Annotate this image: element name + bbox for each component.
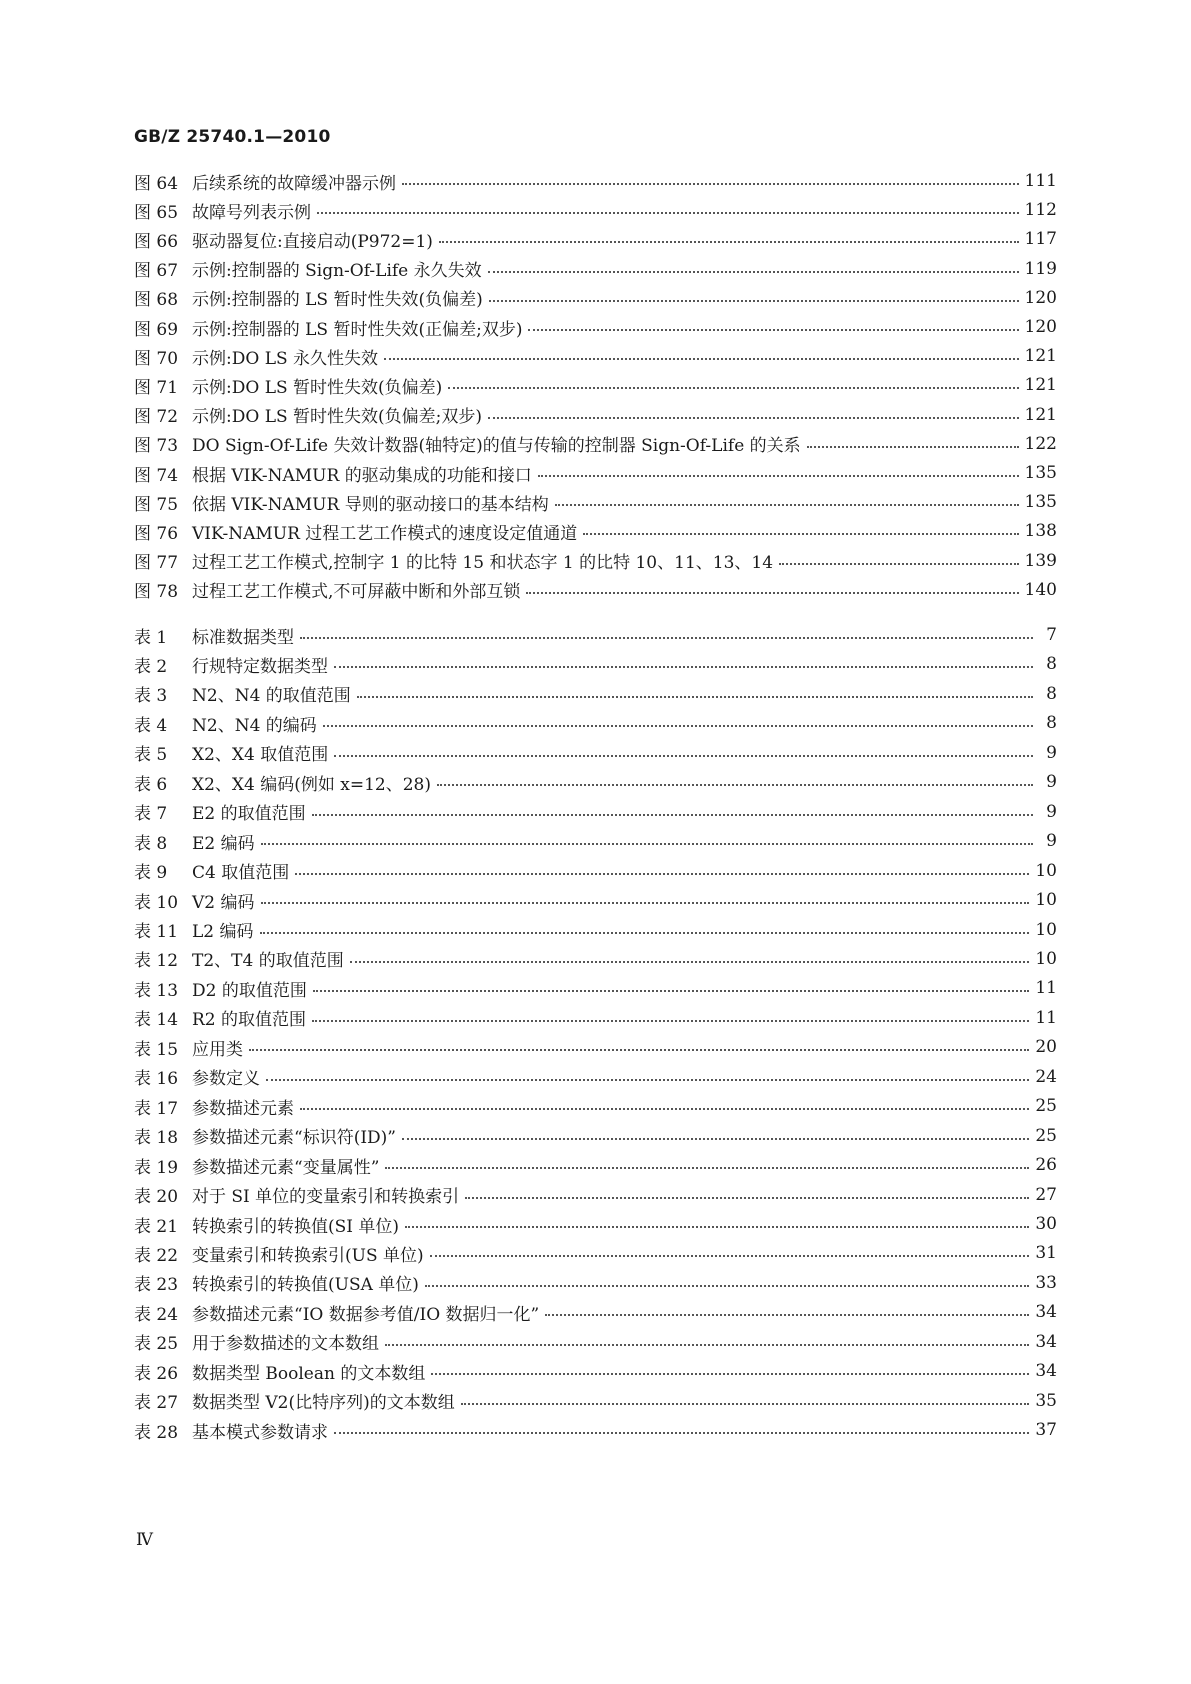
entry-title: X2、X4 编码(例如 x=12、28) [192,774,432,795]
entry-label: 图 76 [134,523,179,544]
entry-page: 117 [1024,229,1057,250]
dot-leader [526,592,1018,594]
entry-page: 9 [1046,742,1057,763]
entry-label: 表 14 [134,1010,179,1031]
dot-leader [425,1285,1029,1287]
table-entry [0,1297,1191,1327]
entry-page: 139 [1024,550,1057,571]
dot-leader [312,1020,1029,1022]
figure-entry [0,516,1191,546]
entry-title: 基本模式参数请求 [192,1422,328,1443]
entry-title: N2、N4 的取值范围 [192,686,351,707]
table-entry [0,797,1191,827]
entry-title: X2、X4 取值范围 [192,745,329,766]
dot-leader [555,504,1019,506]
entry-label: 表 13 [134,980,179,1001]
dot-leader [334,1432,1029,1434]
figure-entry [0,283,1191,313]
table-entry [0,1356,1191,1386]
entry-title: 参数描述元素“标识符(ID)” [192,1128,396,1149]
table-entry [0,1386,1191,1416]
entry-page: 11 [1035,978,1057,999]
entry-title: 示例:DO LS 暂时性失效(负偏差;双步) [192,407,483,428]
dot-leader [323,725,1033,727]
entry-page: 140 [1024,579,1057,600]
entry-title: 转换索引的转换值(USA 单位) [192,1275,419,1296]
table-entry [0,1209,1191,1239]
entry-title: 参数描述元素“变量属性” [192,1157,380,1178]
entry-label: 图 71 [134,377,179,398]
entry-title: D2 的取值范围 [192,980,307,1001]
entry-title: 示例:控制器的 LS 暂时性失效(正偏差;双步) [192,319,523,340]
figure-entry [0,341,1191,371]
dot-leader [300,637,1033,639]
figure-entry [0,400,1191,430]
entry-title: E2 的取值范围 [192,804,306,825]
table-entry [0,708,1191,738]
entry-title: 后续系统的故障缓冲器示例 [192,173,396,194]
entry-label: 图 77 [134,553,179,574]
dot-leader [295,873,1029,875]
entry-page: 135 [1024,463,1057,483]
table-entry [0,856,1191,886]
dot-leader [437,784,1033,786]
entry-label: 表 19 [134,1157,179,1178]
entry-title: 行规特定数据类型 [192,656,328,677]
entry-page: 121 [1024,346,1057,367]
entry-label: 图 67 [134,261,179,282]
dot-leader [261,902,1030,904]
entry-label: 表 16 [134,1069,179,1090]
entry-label: 表 10 [134,892,179,913]
table-entry [0,767,1191,797]
entry-label: 表 5 [134,745,168,766]
table-entry [0,649,1191,679]
entry-title: VIK-NAMUR 过程工艺工作模式的速度设定值通道 [192,523,578,544]
entry-page: 9 [1046,772,1057,793]
dot-leader [357,696,1033,698]
entry-title: C4 取值范围 [192,863,290,884]
entry-label: 表 18 [134,1128,179,1149]
entry-page: 8 [1046,713,1057,734]
entry-label: 表 23 [134,1275,179,1296]
dot-leader [538,475,1019,477]
entry-title: 示例:DO LS 永久性失效 [192,348,379,369]
table-entry [0,1327,1191,1357]
dot-leader [384,358,1019,360]
entry-page: 26 [1035,1155,1057,1176]
entry-page: 25 [1035,1096,1057,1117]
entry-page: 11 [1035,1007,1057,1028]
entry-label: 表 4 [134,715,168,736]
figure-entry [0,312,1191,342]
dot-leader [439,241,1019,243]
dot-leader [405,1226,1029,1228]
entry-page: 135 [1024,492,1057,513]
standard-code: GB/Z 25740.1—2010 [134,127,331,147]
dot-leader [249,1049,1029,1051]
entry-title: 示例:控制器的 LS 暂时性失效(负偏差) [192,290,483,311]
dot-leader [266,1079,1029,1081]
entry-page: 34 [1035,1331,1057,1352]
table-entry [0,1121,1191,1151]
entry-title: 参数描述元素 [192,1098,294,1119]
entry-page: 121 [1024,404,1057,425]
entry-label: 图 73 [134,436,179,457]
entry-page: 119 [1024,258,1057,279]
entry-page: 122 [1024,433,1057,454]
dot-leader [431,1373,1029,1375]
entry-page: 10 [1035,948,1057,969]
entry-label: 表 27 [134,1393,179,1414]
table-entry [0,885,1191,915]
entry-title: 故障号列表示例 [192,202,311,223]
entry-title: 用于参数描述的文本数组 [192,1334,379,1355]
entry-title: 标准数据类型 [192,627,294,648]
table-entry [0,1268,1191,1298]
entry-page: 34 [1035,1302,1057,1323]
dot-leader [528,329,1018,331]
dot-leader [545,1314,1029,1316]
figure-entry [0,458,1191,488]
entry-title: 示例:控制器的 Sign-Of-Life 永久失效 [192,261,482,282]
entry-page: 31 [1035,1243,1057,1264]
entry-label: 表 26 [134,1363,179,1384]
dot-leader [334,755,1033,757]
entry-label: 表 17 [134,1098,179,1119]
entry-page: 112 [1024,200,1057,221]
entry-page: 10 [1035,890,1057,911]
figure-entry [0,546,1191,576]
entry-label: 表 2 [134,656,168,677]
table-entry [0,679,1191,709]
entry-label: 图 66 [134,231,179,252]
entry-label: 表 22 [134,1245,179,1266]
entry-title: V2 编码 [192,892,255,913]
entry-label: 表 8 [134,833,168,854]
entry-page: 7 [1046,625,1057,645]
entry-label: 图 69 [134,319,179,340]
entry-page: 120 [1024,287,1057,308]
entry-label: 表 24 [134,1304,179,1325]
entry-title: 根据 VIK-NAMUR 的驱动集成的功能和接口 [192,465,532,486]
dot-leader [317,212,1019,214]
entry-page: 9 [1046,831,1057,852]
figure-entry [0,429,1191,459]
entry-label: 图 74 [134,465,179,486]
entry-title: 过程工艺工作模式,不可屏蔽中断和外部互锁 [192,582,521,603]
dot-leader [385,1167,1029,1169]
table-entry [0,1032,1191,1062]
entry-label: 表 9 [134,863,168,884]
entry-page: 9 [1046,801,1057,822]
entry-page: 10 [1035,919,1057,940]
table-entry [0,826,1191,856]
dot-leader [260,932,1030,934]
entry-label: 表 25 [134,1334,179,1355]
dot-leader [488,271,1019,273]
dot-leader [350,961,1030,963]
entry-page: 33 [1035,1272,1057,1293]
dot-leader [807,446,1019,448]
entry-title: 参数定义 [192,1069,260,1090]
table-entry [0,1062,1191,1092]
dot-leader [402,1138,1029,1140]
entry-page: 138 [1024,521,1057,542]
dot-leader [385,1344,1029,1346]
table-entry [0,944,1191,974]
entry-page: 30 [1035,1214,1057,1234]
entry-page: 8 [1046,654,1057,675]
entry-page: 37 [1035,1420,1057,1441]
dot-leader [465,1197,1029,1199]
entry-label: 图 70 [134,348,179,369]
entry-title: 应用类 [192,1039,243,1060]
dot-leader [430,1255,1030,1257]
entry-label: 图 64 [134,173,179,194]
entry-title: E2 编码 [192,833,255,854]
entry-label: 图 72 [134,407,179,428]
entry-title: 转换索引的转换值(SI 单位) [192,1216,400,1237]
table-entry [0,1180,1191,1210]
entry-page: 25 [1035,1125,1057,1146]
dot-leader [461,1403,1030,1405]
entry-title: 对于 SI 单位的变量索引和转换索引 [192,1187,460,1208]
dot-leader [261,843,1033,845]
entry-label: 表 6 [134,774,168,795]
entry-page: 121 [1024,375,1057,396]
entry-page: 27 [1035,1184,1057,1205]
entry-title: T2、T4 的取值范围 [192,951,344,972]
dot-leader [488,417,1019,419]
entry-label: 表 15 [134,1039,179,1060]
table-entry [0,738,1191,768]
table-entry [0,1003,1191,1033]
table-entry [0,1150,1191,1180]
entry-page: 20 [1035,1037,1057,1058]
dot-leader [779,563,1019,565]
entry-label: 表 3 [134,686,168,707]
table-entry [0,915,1191,945]
entry-title: 变量索引和转换索引(US 单位) [192,1245,424,1266]
dot-leader [583,533,1018,535]
table-entry [0,973,1191,1003]
figure-entry [0,254,1191,284]
figure-entry [0,575,1191,605]
entry-page: 8 [1046,683,1057,704]
page-number: Ⅳ [136,1530,153,1550]
dot-leader [489,300,1019,302]
dot-leader [402,183,1019,185]
dot-leader [300,1108,1029,1110]
entry-title: 数据类型 V2(比特序列)的文本数组 [192,1393,455,1414]
dot-leader [334,666,1033,668]
entry-title: 数据类型 Boolean 的文本数组 [192,1363,426,1384]
dot-leader [312,814,1033,816]
entry-page: 111 [1024,171,1057,191]
table-entry [0,1238,1191,1268]
figure-entry [0,195,1191,225]
entry-page: 10 [1035,860,1057,881]
figure-entry [0,166,1191,196]
entry-title: R2 的取值范围 [192,1010,307,1031]
dot-leader [448,387,1018,389]
figure-entry [0,370,1191,400]
entry-title: 过程工艺工作模式,控制字 1 的比特 15 和状态字 1 的比特 10、11、13、14 [192,553,774,574]
entry-label: 图 65 [134,202,179,223]
entry-title: L2 编码 [192,922,254,942]
entry-label: 表 11 [134,922,179,942]
entry-label: 图 68 [134,290,179,311]
table-entry [0,1415,1191,1445]
entry-label: 表 20 [134,1187,179,1208]
entry-label: 图 75 [134,494,179,515]
entry-title: N2、N4 的编码 [192,715,317,736]
entry-label: 表 7 [134,804,168,825]
entry-title: 示例:DO LS 暂时性失效(负偏差) [192,377,443,398]
entry-label: 表 21 [134,1216,179,1237]
entry-title: DO Sign-Of-Life 失效计数器(轴特定)的值与传输的控制器 Sign-Of-Life 的关系 [192,436,801,457]
entry-page: 120 [1024,317,1057,337]
entry-title: 依据 VIK-NAMUR 导则的驱动接口的基本结构 [192,494,549,515]
entry-page: 35 [1035,1390,1057,1411]
table-entry [0,1091,1191,1121]
dot-leader [313,990,1030,992]
entry-page: 24 [1035,1066,1057,1087]
entry-title: 驱动器复位:直接启动(P972=1) [192,231,433,252]
entry-title: 参数描述元素“IO 数据参考值/IO 数据归一化” [192,1304,540,1325]
entry-label: 表 28 [134,1422,179,1443]
figure-entry [0,224,1191,254]
entry-label: 表 12 [134,951,179,972]
entry-label: 表 1 [134,627,168,648]
table-entry [0,620,1191,650]
figure-entry [0,487,1191,517]
entry-label: 图 78 [134,582,179,603]
entry-page: 34 [1035,1361,1057,1382]
